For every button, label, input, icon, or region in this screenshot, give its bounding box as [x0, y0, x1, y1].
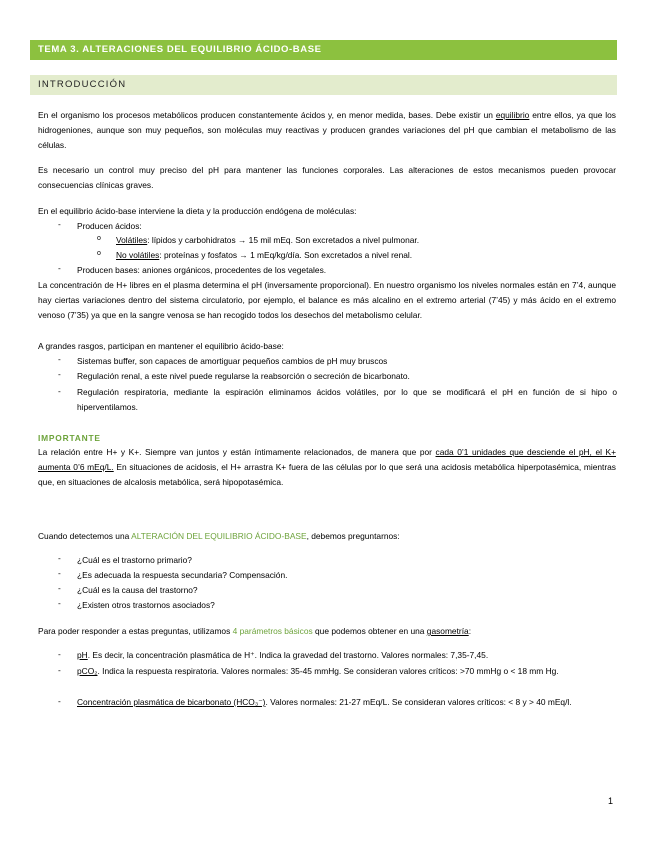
- page-number: 1: [608, 796, 614, 806]
- intro-paragraph-1: [38, 108, 616, 153]
- question-item: ¿Existen otros trastornos asociados?: [77, 600, 215, 610]
- important-end: En situaciones de acidosis, el H+ arrastra K+ fuera de las células por lo que será una acidosis metabólica hiperpotasémica, mientras que, en situaciones de alcalosis metabólica, será hipopotasémica.: [38, 462, 616, 487]
- params-intro-mid: que podemos obtener en una: [312, 626, 427, 636]
- volatiles-text: : lípidos y carbohidratos → 15 mil mEq. Son excretados a nivel pulmonar.: [147, 235, 420, 245]
- list-dash: -: [58, 649, 61, 659]
- list-dash: -: [58, 263, 61, 273]
- mechanism-renal: [77, 369, 410, 383]
- intro-paragraph-3: [38, 204, 356, 218]
- chapter-title: TEMA 3. ALTERACIONES DEL EQUILIBRIO ÁCIDO-BASE: [38, 44, 322, 55]
- list-dash: -: [58, 386, 61, 396]
- circle-bullet-icon: o: [97, 235, 101, 242]
- ph-label: pH: [77, 650, 88, 660]
- mechanism-buffer: [77, 354, 387, 368]
- p1-end: entre ellos, ya que los hidrogeniones, aunque son muy pequeños, son moléculas muy reactivas y producen grandes variaciones del pH que cambian el metabolismo de las células.: [38, 110, 616, 150]
- list-dash: -: [58, 369, 61, 379]
- important-start: La relación entre H+ y K+. Siempre van juntos y están íntimamente relacionados, de manera que por: [38, 447, 436, 457]
- sublist-item-volatiles: [116, 233, 419, 247]
- params-intro-start: Para poder responder a estas preguntas, utilizamos: [38, 626, 233, 636]
- params-intro-end: :: [468, 626, 472, 636]
- important-key-fact: cada 0’1 unidades que desciende el pH, el K+ aumenta 0’6 mEq/L.: [38, 447, 616, 472]
- hco3-label: Concentración plasmática de bicarbonato (HCO₃⁻): [77, 697, 266, 707]
- important-paragraph: [38, 445, 616, 490]
- p2-text: Es necesario un control muy preciso del pH para mantener las funciones corporales. Las alteraciones de estos mecanismos pueden provocar consecuencias clínicas graves.: [38, 165, 616, 190]
- important-label: IMPORTANTE: [38, 433, 101, 443]
- questions-intro-start: Cuando detectemos una: [38, 531, 132, 541]
- param-pco2: [77, 664, 617, 679]
- list-item-bases: [77, 263, 326, 277]
- list-dash: -: [58, 696, 61, 706]
- p3-text: En el equilibrio ácido-base interviene la dieta y la producción endógena de moléculas:: [38, 206, 357, 216]
- list-dash: -: [58, 583, 61, 593]
- list-dash: -: [58, 568, 61, 578]
- pco2-text: . Indica la respuesta respiratoria. Valores normales: 35-45 mmHg. Se consideran valores críticos: >70 mmHg o < 18 mm Hg.: [97, 666, 559, 676]
- chapter-title-bar: [30, 40, 617, 60]
- intro-paragraph-5: [38, 339, 284, 353]
- hco3-text: . Valores normales: 21-27 mEq/L. Se consideran valores críticos: < 8 y > 40 mEq/l.: [265, 697, 572, 707]
- bases-text: Producen bases: aniones orgánicos, procedentes de los vegetales.: [77, 265, 327, 275]
- params-intro: [38, 624, 471, 638]
- questions-intro-end: , debemos preguntarnos:: [306, 531, 400, 541]
- param-hco3: [77, 695, 617, 710]
- mechanism-respiratory: [77, 385, 617, 415]
- params-highlight: 4 parámetros básicos: [232, 626, 313, 636]
- p1-start: En el organismo los procesos metabólicos producen constantemente ácidos y, en menor medida, bases. Debe existir un: [38, 110, 496, 120]
- list-dash: -: [58, 553, 61, 563]
- question-item: ¿Es adecuada la respuesta secundaria? Compensación.: [77, 570, 288, 580]
- acids-label: Producen ácidos:: [77, 221, 142, 231]
- list-item-acids: [77, 219, 142, 233]
- nonvolatiles-text: : proteínas y fosfatos → 1 mEq/kg/día. Son excretados a nivel renal.: [159, 250, 413, 260]
- question-item: ¿Cuál es la causa del trastorno?: [77, 585, 198, 595]
- volatiles-label: Volátiles: [116, 235, 148, 245]
- gasometria-term: gasometría: [426, 626, 469, 636]
- list-dash: -: [58, 598, 61, 608]
- equilibrio-term: equilibrio: [495, 110, 530, 120]
- mech1-text: Sistemas buffer, son capaces de amortiguar pequeños cambios de pH muy bruscos: [77, 356, 388, 366]
- question-item: ¿Cuál es el trastorno primario?: [77, 555, 192, 565]
- list-dash: -: [58, 354, 61, 364]
- section-heading-bar: [30, 75, 617, 95]
- list-dash: -: [58, 665, 61, 675]
- param-ph: [77, 648, 617, 663]
- intro-paragraph-2: [38, 163, 616, 193]
- p5-text: A grandes rasgos, participan en mantener el equilibrio ácido-base:: [38, 341, 284, 351]
- list-dash: -: [58, 219, 61, 229]
- questions-intro: [38, 529, 400, 543]
- sublist-item-nonvolatiles: [116, 248, 412, 262]
- intro-paragraph-4: [38, 278, 616, 323]
- pco2-label: pCO₂: [77, 666, 98, 676]
- section-heading: INTRODUCCIÓN: [38, 79, 127, 90]
- circle-bullet-icon: o: [97, 250, 101, 257]
- mech3-text: Regulación respiratoria, mediante la espiración eliminamos ácidos volátiles, por lo que se modificará el pH en función de si hipo o hiperventilamos.: [77, 387, 617, 412]
- mech2-text: Regulación renal, a este nivel puede regularse la reabsorción o secreción de bicarbonato.: [77, 371, 410, 381]
- p4-text: La concentración de H+ libres en el plasma determina el pH (inversamente proporcional). En nuestro organismo los niveles normales están en 7’4, aunque hay ciertas variaciones dentro del sistema circulatorio, por ejemplo, el balance es más alcalino en el extremo arterial (7’45) y más ácido en el extremo venoso (7’35) ya que en la sangre venosa se han recogido todos los desechos del metabolismo celular.: [38, 280, 616, 320]
- questions-highlight: ALTERACIÓN DEL EQUILIBRIO ÁCIDO-BASE: [131, 531, 307, 541]
- ph-text: . Es decir, la concentración plasmática de H⁺. Indica la gravedad del trastorno. Valores normales: 7,35-7,45.: [87, 650, 489, 660]
- nonvolatiles-label: No volátiles: [116, 250, 160, 260]
